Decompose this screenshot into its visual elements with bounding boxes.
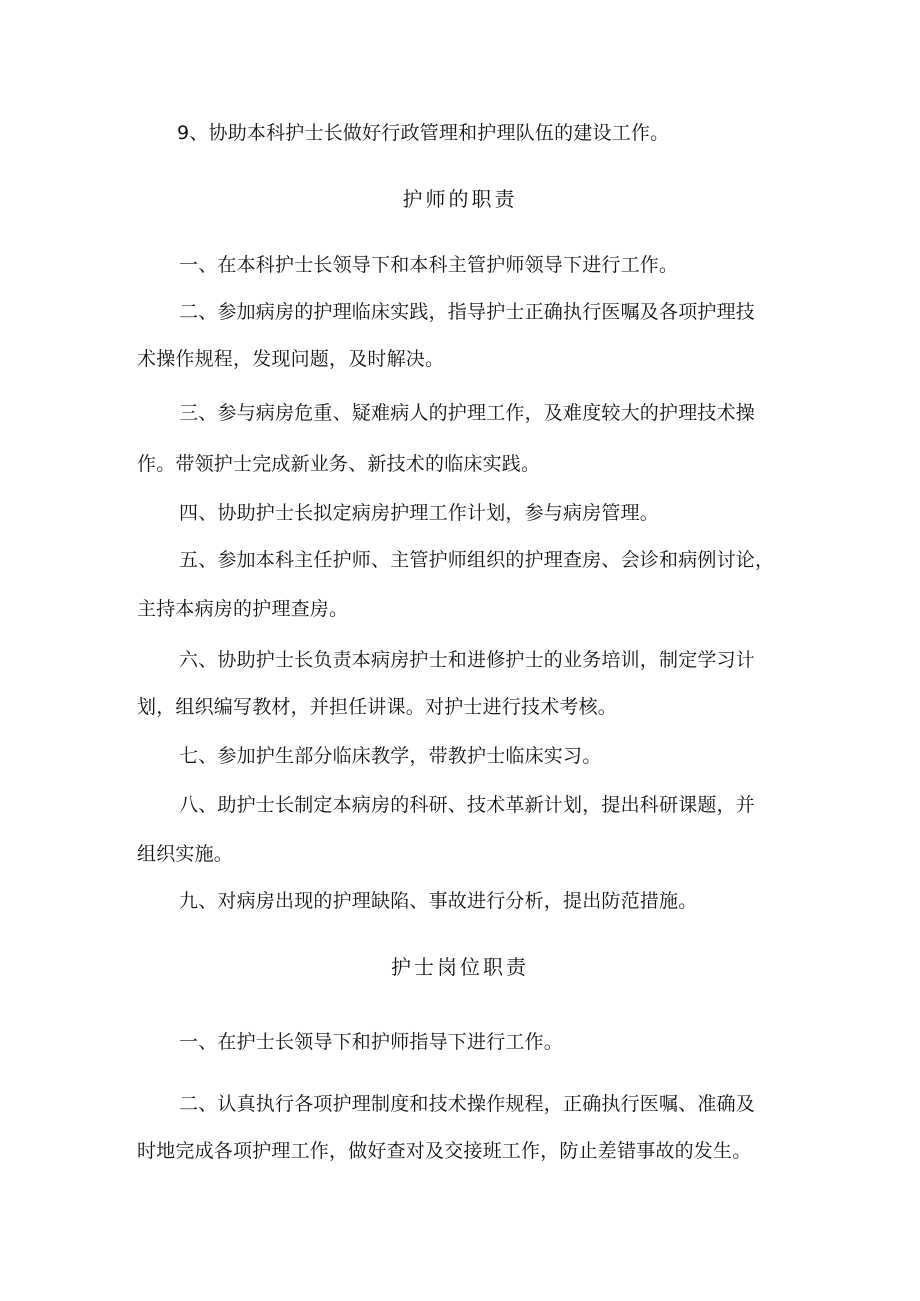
nurse-item-1: 一、在护士长领导下和护师指导下进行工作。 (179, 1031, 564, 1053)
np-item-2-line-1: 二、参加病房的护理临床实践，指导护士正确执行医嘱及各项护理技 (179, 301, 756, 323)
np-item-6-line-2: 划，组织编写教材，并担任讲课。对护士进行技术考核。 (137, 696, 618, 718)
np-item-8-line-2: 组织实施。 (137, 843, 234, 865)
np-item-7: 七、参加护生部分临床教学，带教护士临床实习。 (179, 745, 602, 767)
np-item-5-line-1: 五、参加本科主任护师、主管护师组织的护理查房、会诊和病例讨论， (179, 549, 775, 571)
item-9-text: 9、协助本科护士长做好行政管理和护理队伍的建设工作。 (177, 122, 670, 144)
np-item-9: 九、对病房出现的护理缺陷、事故进行分析，提出防范措施。 (179, 890, 698, 912)
np-item-3-line-1: 三、参与病房危重、疑难病人的护理工作，及难度较大的护理技术操 (179, 402, 756, 424)
np-item-3-line-2: 作。带领护士完成新业务、新技术的临床实践。 (137, 453, 541, 475)
np-item-4: 四、协助护士长拟定病房护理工作计划，参与病房管理。 (179, 502, 660, 524)
np-item-1: 一、在本科护士长领导下和本科主管护师领导下进行工作。 (179, 254, 679, 276)
np-item-5-line-2: 主持本病房的护理查房。 (137, 598, 349, 620)
section-heading-nurse-practitioner-duties: 护师的职责 (402, 187, 518, 211)
nurse-item-2-line-2: 时地完成各项护理工作，做好查对及交接班工作，防止差错事故的发生。 (137, 1140, 752, 1162)
np-item-8-line-1: 八、助护士长制定本病房的科研、技术革新计划，提出科研课题，并 (179, 794, 756, 816)
np-item-6-line-1: 六、协助护士长负责本病房护士和进修护士的业务培训，制定学习计 (179, 649, 756, 671)
section-heading-nurse-duties: 护士岗位职责 (391, 955, 529, 979)
nurse-item-2-line-1: 二、认真执行各项护理制度和技术操作规程，正确执行医嘱、准确及 (179, 1093, 756, 1115)
np-item-2-line-2: 术操作规程，发现问题，及时解决。 (137, 348, 445, 370)
